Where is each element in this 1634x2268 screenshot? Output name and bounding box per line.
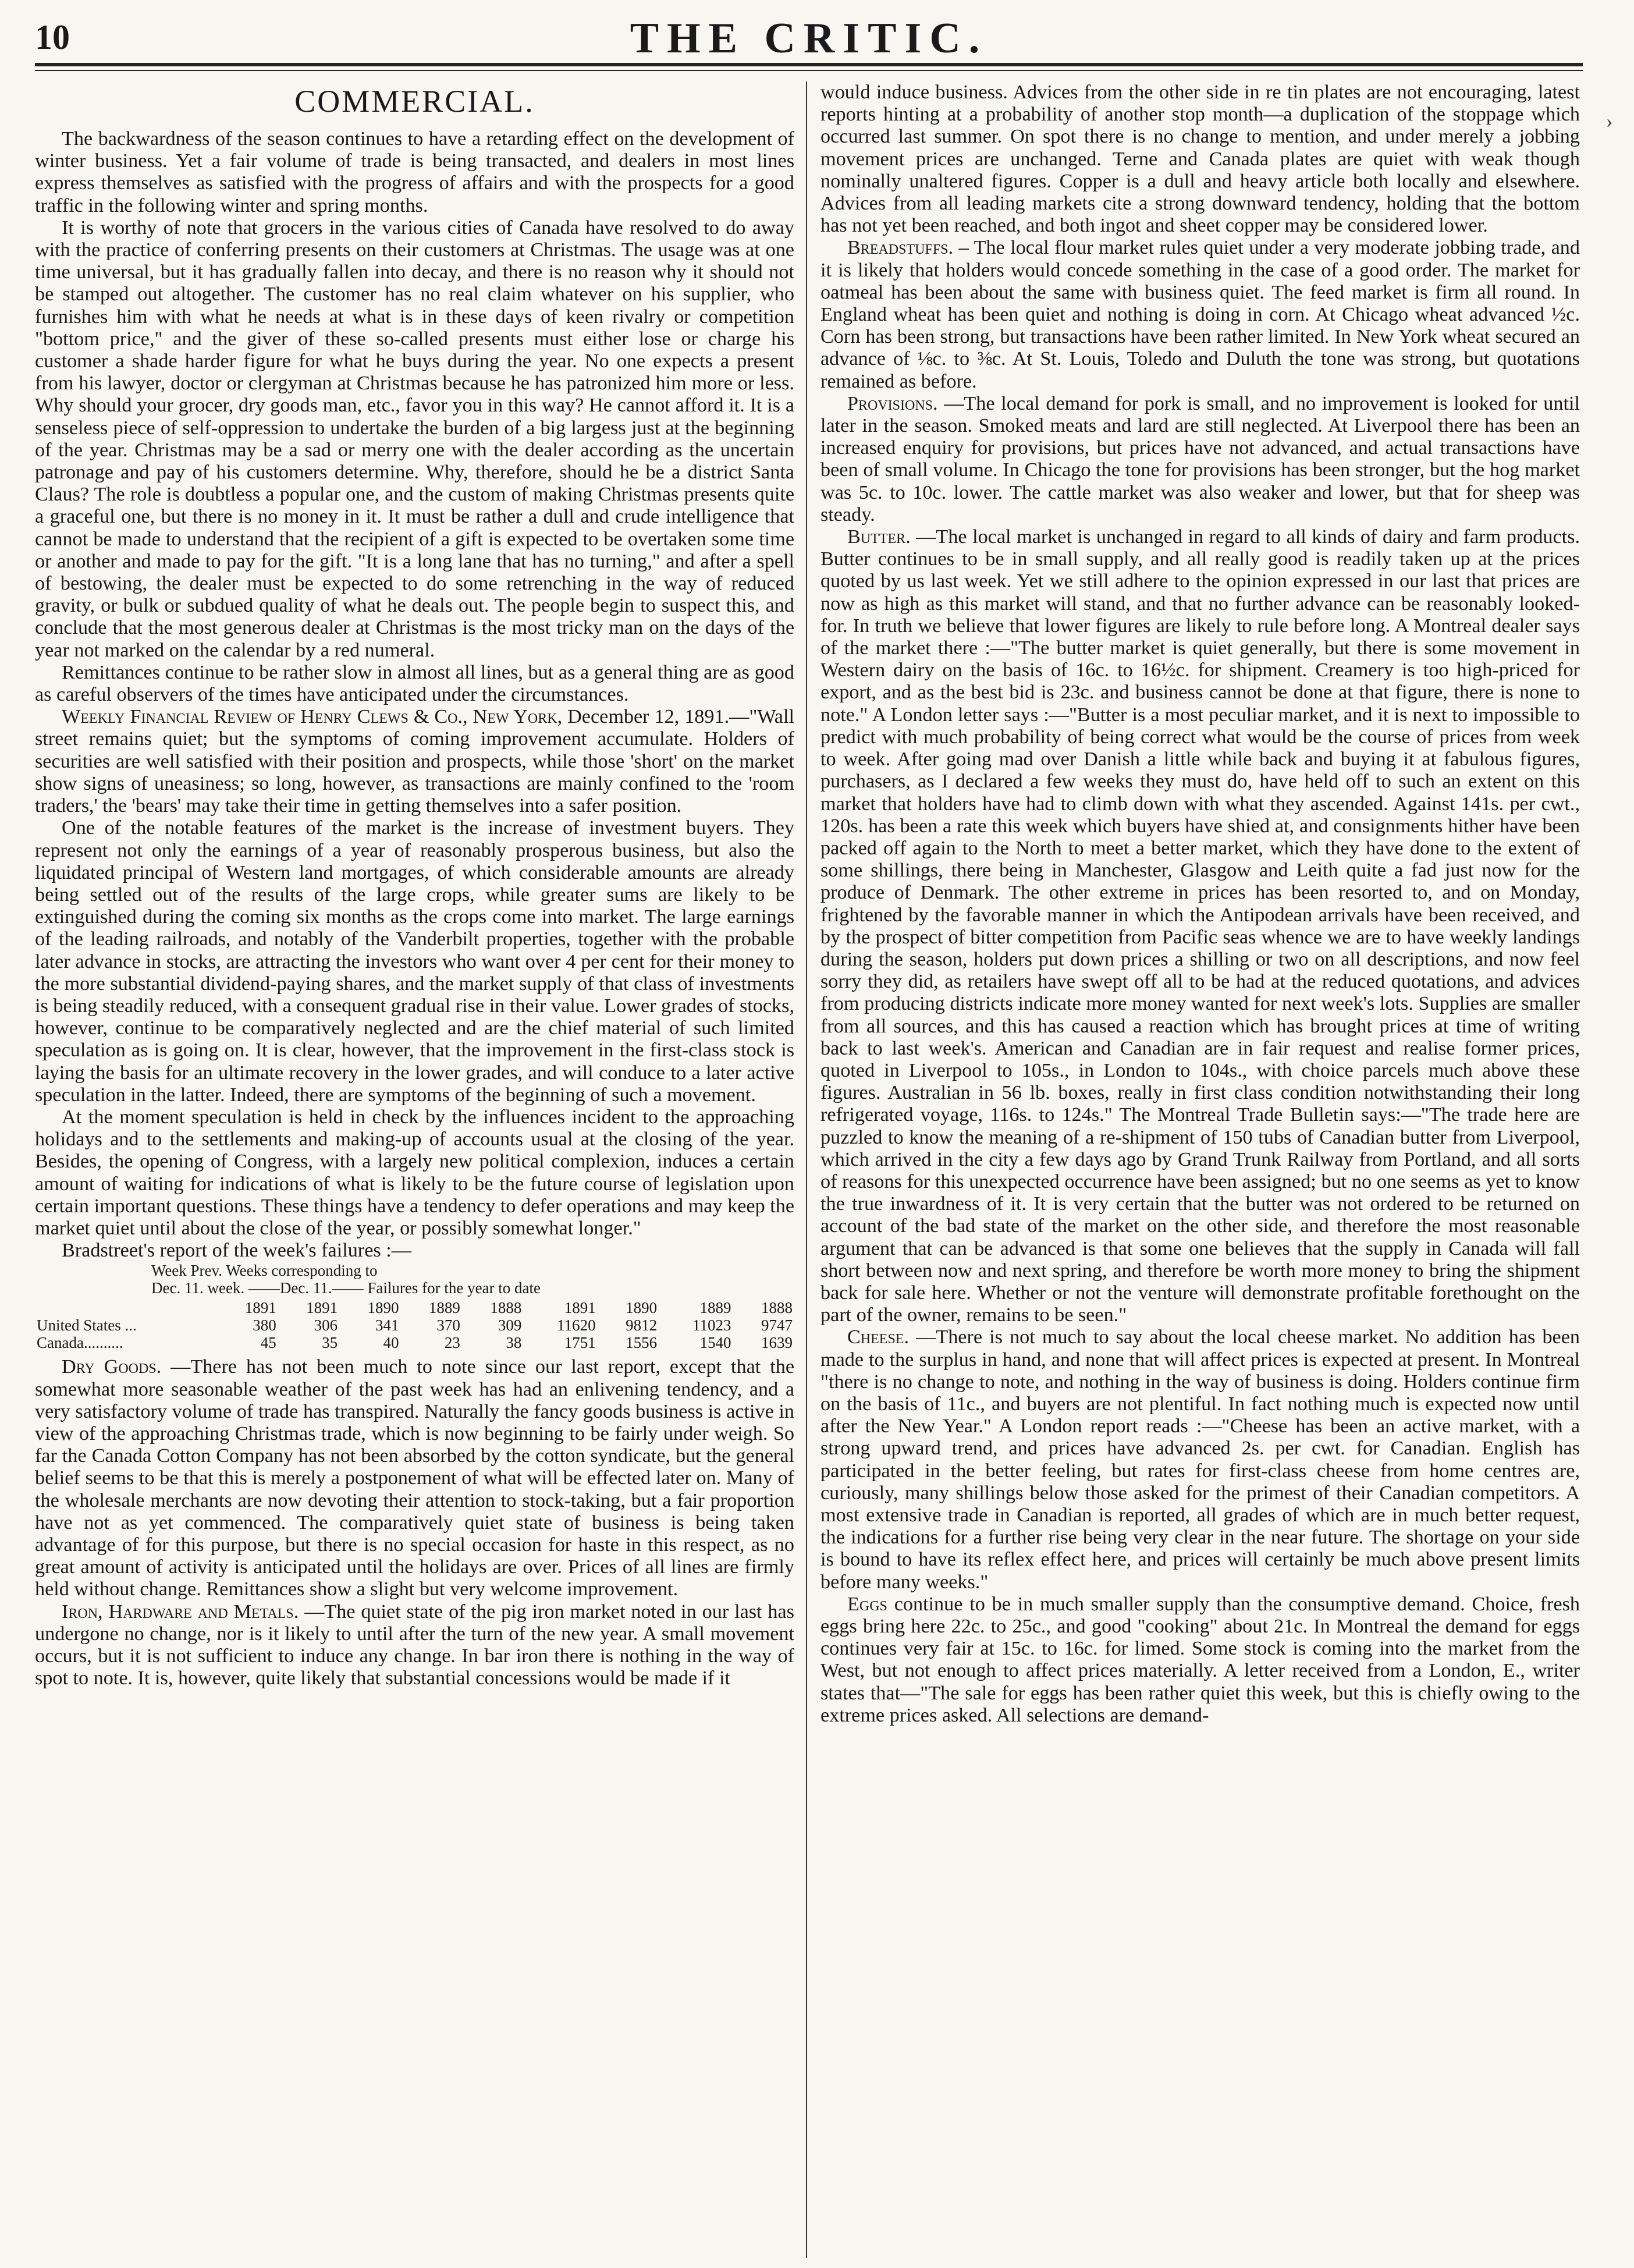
failures-column-header: 1891: [306, 1299, 338, 1317]
page-header: [35, 12, 1583, 68]
paragraph: [35, 128, 794, 217]
table-cell: Canada..........: [37, 1334, 123, 1352]
paragraph-text: would induce business. Advices from the other side in re tin plates are not encouraging, latest reports hinting at a probability of another stop month—a duplication of the stoppage which occurred last summer. On spot there is no change to mention, and under merely a jobbing movement prices are unchanged. Terne and Canada plates are quiet with weak though nominally unaltered figures. Copper is a dull and heavy article both locally and elsewhere. Advices from all leading markets cite a strong downward tendency, holding that the bottom has not yet been reached, and both ingot and sheet copper may be considered lower.: [820, 81, 1580, 237]
table-cell: 306: [314, 1316, 338, 1334]
failures-column-header: 1888: [490, 1299, 522, 1317]
header-rule-thick: [35, 63, 1583, 66]
paragraph: [820, 1593, 1580, 1727]
table-cell: 11023: [692, 1316, 731, 1334]
failures-table: [35, 1299, 794, 1351]
left-paragraphs-after: [35, 1356, 794, 1690]
left-column: [35, 81, 794, 2258]
table-cell: 1540: [699, 1334, 731, 1352]
paragraph-lead: Butter.: [847, 526, 911, 548]
paragraph: [35, 217, 794, 662]
table-cell: United States ...: [37, 1316, 137, 1334]
failures-column-header: 1891: [244, 1299, 276, 1317]
table-cell: 9747: [761, 1316, 793, 1334]
page-number: 10: [35, 18, 70, 56]
table-cell: 23: [444, 1334, 460, 1352]
failures-column-header-row: [35, 1299, 794, 1316]
table-cell: 11620: [557, 1316, 596, 1334]
table-row: [35, 1334, 794, 1351]
table-cell: 309: [498, 1316, 522, 1334]
right-paragraphs: [820, 81, 1580, 1727]
paragraph-lead: Dry Goods.: [62, 1356, 162, 1378]
paragraph: [820, 1326, 1580, 1593]
paragraph: [35, 817, 794, 1106]
paragraph-text: One of the notable features of the market is the increase of investment buyers. They represent not only the earnings of a year of reasonably prosperous business, but also the liquidated principal of Western land mortgages, of which considerable amounts are already being settled out of the results of the large crops, while greater sums are likely to be extinguished during the coming six months as the crops come into market. The large earnings of the leading railroads, and notably of the Vanderbilt properties, together with the probable later advance in stocks, are attracting the investors who want over 4 per cent for their money to the more substantial dividend-paying shares, and the market supply of that class of investments is being steadily reduced, with a consequent gradual rise in their value. Lower grades of stocks, however, continue to be comparatively neglected and are the chief material of such limited speculation as is going on. It is clear, however, that the improvement in the first-class stock is laying the basis for an ultimate recovery in the lower grades, and will conduce to a later active speculation in the latter. Indeed, there are symptoms of the beginning of such a movement.: [35, 817, 794, 1106]
margin-mark: ›: [1606, 111, 1613, 132]
table-cell: 1556: [626, 1334, 658, 1352]
failures-column-header: 1890: [367, 1299, 399, 1317]
failures-column-header: 1891: [564, 1299, 596, 1317]
table-cell: 35: [322, 1334, 338, 1352]
paragraph-text: December 12, 1891.—"Wall street remains quiet; but the symptoms of coming improvement accumulate. Holders of securities are well satisfied with their position and prospects, while those 'short' on the market show signs of uneasiness; so long, however, as transactions are mainly confined to the 'room traders,' the 'bears' may take their time in getting themselves into a safer position.: [35, 706, 794, 817]
paragraph-text: continue to be in much smaller supply than the consumptive demand. Choice, fresh eggs bring here 22c. to 25c., and good "cooking" about 21c. In Montreal the demand for eggs continues very fair at 15c. to 16c. for limed. Some stock is coming into the market from the West, but not enough to affect prices materially. A letter received from a London, E., writer states that—"The sale for eggs has been rather quiet this week, but this is chiefly owing to the extreme prices asked. All selections are demand-: [820, 1593, 1580, 1726]
table-cell: 380: [253, 1316, 276, 1334]
table-cell: 341: [375, 1316, 399, 1334]
paragraph-lead: Cheese.: [847, 1326, 910, 1348]
journal-title: THE CRITIC.: [630, 15, 988, 62]
paragraph-lead: Weekly Financial Review of Henry Clews & Co., New York,: [62, 706, 563, 728]
paragraph: [820, 393, 1580, 526]
section-title: COMMERCIAL.: [294, 84, 535, 119]
table-cell: 370: [436, 1316, 460, 1334]
paragraph-text: The backwardness of the season continues to have a retarding effect on the development of winter business. Yet a fair volume of trade is being transacted, and dealers in most lines express themselves as satisfied with the progress of affairs and with the prospects for a good traffic in the following winter and spring months.: [35, 128, 794, 216]
table-cell: 1639: [761, 1334, 793, 1352]
paragraph: [35, 706, 794, 817]
paragraph-text: At the moment speculation is held in check by the influences incident to the approaching holidays and to the settlements and making-up of accounts usual at the closing of the year. Besides, the opening of Congress, with a largely new political complexion, induces a certain amount of waiting for indications of what is likely to be the future course of legislation upon certain important questions. These things have a tendency to defer operations and may keep the market quiet until about the close of the year, or possibly somewhat longer.": [35, 1106, 794, 1239]
paragraph-lead: Provisions.: [847, 392, 938, 414]
failures-heading-line-2: Dec. 11. week. ——Dec. 11.—— Failures for the year to date: [151, 1279, 541, 1297]
paragraph: [35, 1356, 794, 1600]
left-paragraphs: [35, 128, 794, 1262]
failures-column-header: [35, 1299, 216, 1316]
right-column: [820, 81, 1580, 2258]
paragraph: [35, 1106, 794, 1240]
paragraph-lead: Breadstuffs.: [847, 237, 954, 259]
failures-column-header: 1888: [761, 1299, 793, 1317]
paragraph-text: – The local flour market rules quiet under a very moderate jobbing trade, and it is likely that holders would concede something in the case of a good order. The market for oatmeal has been about the same with business quiet. The feed market is firm all round. In England wheat has been quiet and nothing is doing in corn. At Chicago wheat advanced ½c. Corn has been strong, but transactions have been rather limited. In New York wheat secured an advance of ⅛c. to ⅜c. At St. Louis, Toledo and Duluth the tone was strong, but quotations remained as before.: [820, 237, 1580, 392]
paragraph-lead: Iron, Hardware and Metals.: [62, 1600, 299, 1623]
paragraph-text: —The quiet state of the pig iron market noted in our last has undergone no change, nor is it likely to until after the turn of the new year. A small movement occurs, but it is not sufficient to induce any change. In bar iron there is nothing in the way of spot to note. It is, however, quite likely that substantial concessions would be made if it: [35, 1600, 794, 1690]
paragraph: [35, 662, 794, 706]
table-cell: 45: [260, 1334, 276, 1352]
failures-table-heading: [35, 1262, 794, 1297]
paragraph-text: It is worthy of note that grocers in the various cities of Canada have resolved to do away with the practice of conferring presents on their customers at Christmas. The usage was at one time universal, but it has gradually fallen into decay, and there is no reason why it should not be stamped out altogether. The customer has no real claim whatever on his supplier, who furnishes him with what he needs at what is in these days of keen rivalry or competition "bottom price," and the giver of these so-called presents must either lose or charge his customer a shade harder figure for what he buys during the year. No one expects a present from his lawyer, doctor or clergyman at Christmas because he has patronized him more or less. Why should your grocer, dry goods man, etc., favor you in this way? He cannot afford it. It is a senseless piece of self-oppression to undertake the burden of a big largess just at the beginning of the year. Christmas may be a sad or merry one with the dealer according as the uncertain patronage and pay of his customers determine. Why, therefore, should he be a district Santa Claus? The role is doubtless a popular one, and the custom of making Christmas presents quite a graceful one, but there is no money in it. It must be rather a dull and crude intelligence that cannot be made to understand that the recipient of a gift is expected to be overtaken some time or another and made to pay for the gift. "It is a long lane that has no turning," and after a spell of bestowing, the dealer must be expected to do some retrenching in the way of reduced gravity, or bulk or subdued quality of what he deals out. The people begin to suspect this, and conclude that the most generous dealer at Christmas is the most tricky man on the days of the year not marked on the calendar by a red numeral.: [35, 216, 794, 661]
paragraph: [820, 81, 1580, 237]
table-cell: 1751: [564, 1334, 596, 1352]
paragraph-text: —The local market is unchanged in regard to all kinds of dairy and farm products. Butter continues to be in small supply, and all really good is readily taken up at the prices quoted by us last week. Yet we still adhere to the opinion expressed in our last that prices are now as high as this market will stand, and that no further advance can be reasonably looked-for. In truth we believe that lower figures are likely to rule before long. A Montreal dealer says of the market there :—"The butter market is quiet generally, but there is some movement in Western dairy on the basis of 16c. to 16½c. for shipment. Creamery is too high-priced for export, and as the best bid is 23c. and business cannot be done at that figure, there is none to note." A London letter says :—"Butter is a most peculiar market, and it is next to impossible to predict with much probability of being correct what would be the course of prices from week to week. After going mad over Danish a little while back and buying it at fabulous figures, purchasers, as I declared a few weeks they must do, have held off to such an extent on this market that holders have had to climb down with what they ascended. Against 141s. per cwt., 120s. has been a rate this week which buyers have shied at, and consignments hither have been packed off again to the North to meet a better market, which they have done to the extent of some shillings, there being in Manchester, Glasgow and Leith quite a fad just now for the produce of Denmark. The other extreme in prices has been resorted to, and on Monday, frightened by the favorable manner in which the Antipodean arrivals have been received, and by the prospect of bitter competition from Pacific seas whence we are to have weekly landings during the season, holders put down prices a shilling or two on all descriptions, and now feel sorry they did, as retailers have swept off all to be had at the reduced quotations, and advices from producing districts indicate more money wanted for next week's lots. Supplies are smaller from all sources, and this has caused a reaction which has brought prices at time of writing back to last week's. American and Canadian are in fair request and realise former prices, quoted in Liverpool to 105s., in London to 104s., with choice parcels much above these figures. Australian in 56 lb. boxes, really in first class condition notwithstanding their long refrigerated voyage, 116s. to 124s." The Montreal Trade Bulletin says:—"The trade here are puzzled to know the meaning of a re-shipment of 150 tubs of Canadian butter from Liverpool, which arrived in the city a few days ago by Grand Trunk Railway from Portland, and all sorts of reasons for this unexpected occurrence have been assigned; but no one seems as yet to know the true inwardness of it. It is very certain that the butter was not ordered to be returned on account of the bad state of the market on the other side, and therefore the most reasonable argument that can be advanced is that some one believes that the supply in Canada will fall short between now and next spring, and therefore be worth more money to bring the shipment back for sale here. Whether or not the venture will demonstrate profitable forethought on the part of the owner, remains to be seen.": [820, 526, 1580, 1326]
paragraph-text: Remittances continue to be rather slow in almost all lines, but as a general thing are as good as careful observers of the times have anticipated under the circumstances.: [35, 661, 794, 706]
paragraph-lead: Eggs: [847, 1593, 887, 1615]
failures-column-header: 1889: [428, 1299, 460, 1317]
column-divider: [806, 81, 807, 2258]
failures-column-header: 1889: [699, 1299, 731, 1317]
table-cell: 38: [506, 1334, 522, 1352]
table-cell: 40: [383, 1334, 399, 1352]
failures-column-header: 1890: [626, 1299, 658, 1317]
paragraph: [820, 237, 1580, 392]
failures-table-body: [35, 1316, 794, 1351]
paragraph: [820, 526, 1580, 1326]
paragraph-text: —There is not much to say about the local cheese market. No addition has been made to the surplus in hand, and none that will affect prices is expected at present. In Montreal "there is no change to note, and nothing in the way of business is doing. Holders continue firm on the basis of 11c., and buyers are not plentiful. In fact nothing much is expected now until after the New Year." A London report reads :—"Cheese has been an active market, with a strong upward trend, and prices have advanced 2s. per cwt. for Canadian. English has participated in the better feeling, but rates for first-class cheese from home centres are, curiously, many shillings below those asked for the primest of their Canadian competitors. A most extensive trade in Canadian is reported, all grades of which are in much better request, the indications for a further rise being very clear in the near future. The shortage on your side is bound to have its reflex effect here, and prices will certainly be much above present limits before many weeks.": [820, 1326, 1580, 1593]
paragraph: [35, 1240, 794, 1262]
paragraph: [35, 1601, 794, 1690]
table-cell: 9812: [626, 1316, 658, 1334]
failures-heading-line-1: Week Prev. Weeks corresponding to: [151, 1262, 378, 1280]
paragraph-text: Bradstreet's report of the week's failures :—: [62, 1240, 411, 1262]
header-rule-thin: [35, 70, 1583, 71]
paragraph-text: —The local demand for pork is small, and no improvement is looked for until later in the season. Smoked meats and lard are still neglected. At Liverpool there has been an increased enquiry for provisions, but prices have not advanced, and actual transactions have been of small volume. In Chicago the tone for provisions has been stronger, but the hog market was 5c. to 10c. lower. The cattle market was also weaker and lower, but that for sheep was steady.: [820, 392, 1580, 526]
paragraph-text: —There has not been much to note since our last report, except that the somewhat more seasonable weather of the past week has had an enlivening tendency, and a very satisfactory volume of trade has transpired. Naturally the fancy goods business is active in view of the approaching Christmas trade, which is now beginning to be fairly under weigh. So far the Canada Cotton Company has not been absorbed by the cotton syndicate, but the general belief seems to be that this is merely a postponement of what will be effected later on. Many of the wholesale merchants are now devoting their attention to stock-taking, but a fair proportion have not as yet commenced. The comparatively quiet state of business is being taken advantage of for this purpose, but there is no special occasion for haste in this respect, as no great amount of activity is anticipated until the holidays are over. Prices of all lines are firmly held without change. Remittances show a slight but very welcome improvement.: [35, 1356, 794, 1600]
table-row: [35, 1316, 794, 1334]
